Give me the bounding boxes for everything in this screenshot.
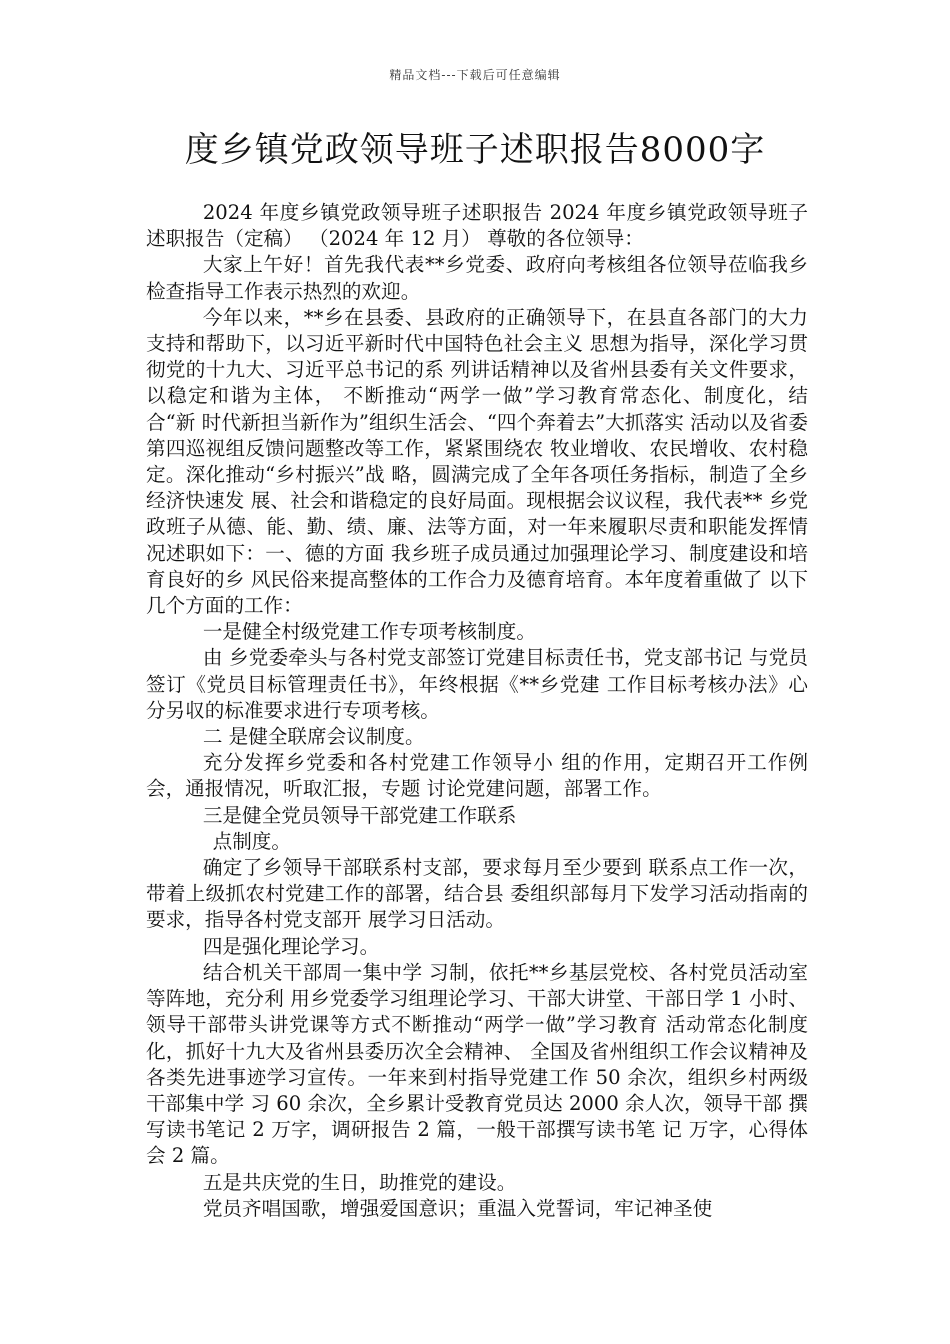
paragraph-item-3-heading-cont: 点制度。 (212, 829, 291, 853)
paragraph-item-3-body: 确定了乡领导干部联系村支部，要求每月至少要到 联系点工作一次，带着上级抓农村党建工作的部署，结合县 委组织部每月下发学习活动指南的要求，指导各村党支部开 展学习日活动。 (146, 856, 808, 932)
paragraph-item-2-heading: 二 是健全联席会议制度。 (202, 725, 425, 749)
paragraph-item-5-body: 党员齐唱国歌，增强爱国意识；重温入党誓词，牢记神圣使 (202, 1196, 713, 1220)
paragraph-overview: 今年以来，**乡在县委、县政府的正确领导下，在县直各部门的大力支持和帮助下，以习近平新时代中国特色社会主义 思想为指导，深化学习贯彻党的十九大、习近平总书记的系 列讲话精神以及省州县委有关文件要求，以稳定和谐为主体， 不断推动“两学一做”学习教育常态化、制度化，结合“新 时代新担当新作为”组织生活会、“四个奔着去”大抓落实 活动以及省委第四巡视组反馈问题整改等工作，紧紧围绕农 牧业增收、农民增收、农村稳定。深化推动“乡村振兴”战 略，圆满完成了全年各项任务指标，制造了全乡经济快速发 展、社会和谐稳定的良好局面。现根据会议议程，我代表** 乡党政班子从德、能、勤、绩、廉、法等方面，对一年来履职尽责和职能发挥情况述职如下：一、德的方面 我乡班子成员通过加强理论学习、制度建设和培育良好的乡 风民俗来提高整体的工作合力及德育培育。本年度着重做了 以下几个方面的工作： (146, 305, 808, 618)
paragraph-item-1-heading: 一是健全村级党建工作专项考核制度。 (202, 620, 536, 644)
paragraph-item-3-heading: 三是健全党员领导干部党建工作联系 (202, 803, 517, 827)
paragraph-greeting: 大家上午好！首先我代表**乡党委、政府向考核组各位领导莅临我乡检查指导工作表示热烈的欢迎。 (146, 253, 808, 303)
paragraph-item-1-body: 由 乡党委牵头与各村党支部签订党建目标责任书，党支部书记 与党员签订《党员目标管理责任书》，年终根据《**乡党建 工作目标考核办法》心分另収的标准要求进行专项考核。 (146, 646, 808, 722)
paragraph-item-5-heading: 五是共庆党的生日，助推党的建设。 (202, 1170, 517, 1194)
paragraph-item-2-body: 充分发挥乡党委和各村党建工作领导小 组的作用，定期召开工作例会，通报情况，听取汇报，专题 讨论党建问题，部署工作。 (146, 751, 808, 801)
document-title: 度乡镇党政领导班子述职报告8000字 (184, 130, 766, 170)
paragraph-item-4-heading: 四是强化理论学习。 (202, 934, 380, 958)
paragraph-item-4-body: 结合机关干部周一集中学 习制，依托**乡基层党校、各村党员活动室等阵地，充分利 用乡党委学习组理论学习、干部大讲堂、干部日学 1 小时、 领导干部带头讲党课等方式不断推动“两学一做”学习教育 活动常态化制度化，抓好十九大及省州县委历次全会精神、 全国及省州组织工作会议精神及各类先进事迹学习宣传。一年来到村指导党建工作 50 余次，组织乡村两级干部集中学 习 60 余次，全乡累计受教育党员达 2000 余人次，领导干部 撰写读书笔记 2 万字，调研报告 2 篇，一般干部撰写读书笔 记 万字，心得体会 2 篇。 (146, 960, 808, 1168)
page-header: 精品文档---下载后可任意编辑 (389, 68, 561, 82)
document-body (146, 200, 808, 1222)
paragraph-intro: 2024 年度乡镇党政领导班子述职报告 2024 年度乡镇党政领导班子述职报告（定稿） （2024 年 12 月） 尊敬的各位领导： (146, 201, 808, 251)
